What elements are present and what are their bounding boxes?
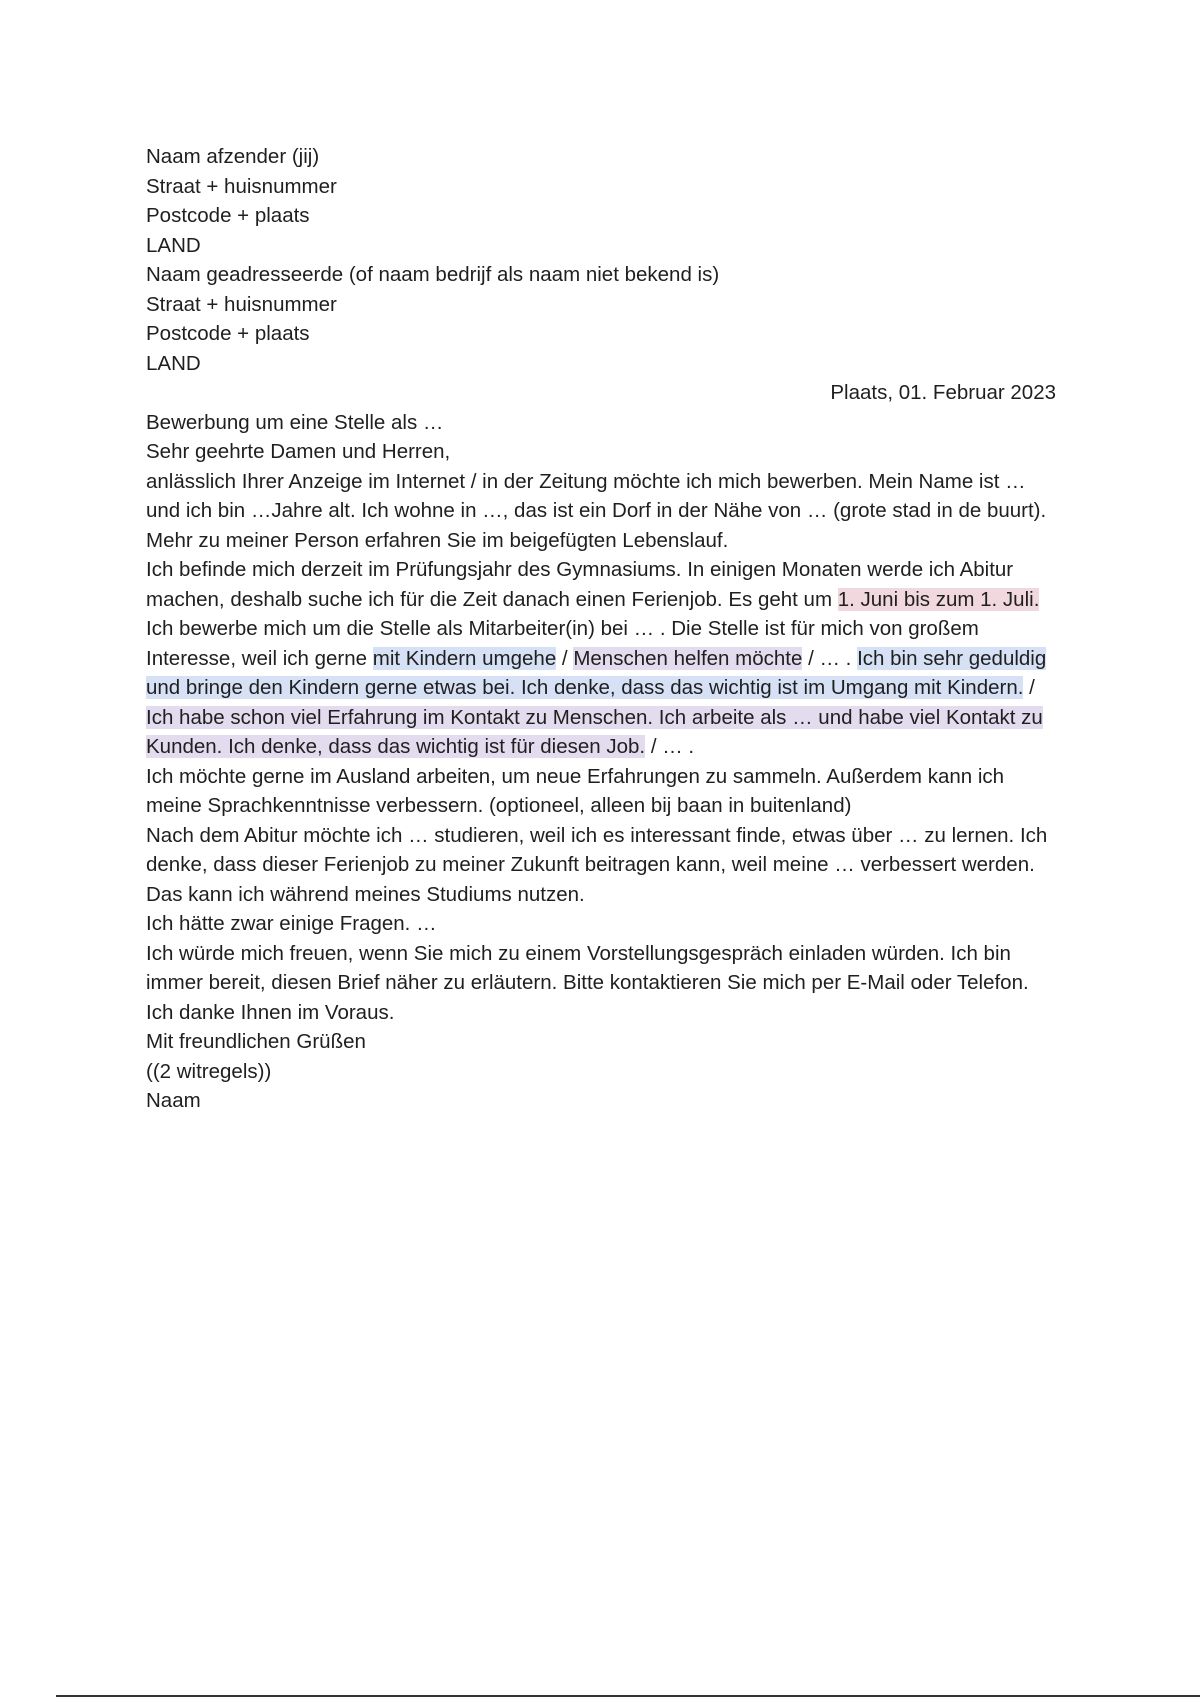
highlight-children: mit Kindern umgehe [372,646,557,670]
paragraph-situation-text: Ich befinde mich derzeit im Prüfungsjahr des Gymnasiums. In einigen Monaten werde ich Abitur machen, deshalb suche ich für die Zeit danach einen Ferienjob. Es geht um [146,558,1014,611]
motivation-text-4: / [1023,676,1035,699]
paragraph-questions: Ich hätte zwar einige Fragen. … [146,912,437,935]
highlight-experience: Ich habe schon viel Erfahrung im Kontakt zu Menschen. Ich arbeite als … und habe viel Kontakt zu Kunden. Ich denke, dass das wichtig ist für diesen Job. [146,705,1043,758]
sender-country: LAND [146,233,201,257]
letter-date: Plaats, 01. Februar 2023 [830,381,1056,404]
recipient-postcode: Postcode + plaats [146,322,310,345]
paragraph-thanks: Ich danke Ihnen im Voraus. [146,1000,395,1024]
motivation-text-2: / [556,646,574,670]
recipient-name: Naam geadresseerde (of naam bedrijf als naam niet bekend is) [146,263,720,286]
paragraph-motivation [146,614,1056,762]
sender-street: Straat + huisnummer [146,174,337,198]
paragraph-future: Nach dem Abitur möchte ich … studieren, weil ich es interessant finde, etwas über … zu lernen. Ich denke, dass dieser Ferienjob zu meiner Zukunft beitragen kann, weil meine … verbessert werden. Das kann ich während meines Studiums nutzen. [146,823,1048,906]
signature-note: ((2 witregels)) [146,1059,272,1083]
highlight-patience: Ich bin sehr geduldig und bringe den Kindern gerne etwas bei. Ich denke, dass das wichtig ist im Umgang mit Kindern. [146,646,1047,699]
paragraph-interview: Ich würde mich freuen, wenn Sie mich zu einem Vorstellungsgespräch einladen würden. Ich bin immer bereit, diesen Brief näher zu erläutern. Bitte kontaktieren Sie mich per E-Mail oder Telefon. [146,941,1029,994]
paragraph-abroad: Ich möchte gerne im Ausland arbeiten, um neue Erfahrungen zu sammeln. Außerdem kann ich meine Sprachkenntnisse verbessern. (optioneel, alleen bij baan in buitenland) [146,764,1005,817]
sender-name: Naam afzender (jij) [146,145,320,168]
sender-address [146,142,1056,260]
highlight-help-people: Menschen helfen möchte [573,646,803,670]
letter-page [146,142,1056,1116]
paragraph-introduction: anlässlich Ihrer Anzeige im Internet / in der Zeitung möchte ich mich bewerben. Mein Name ist … und ich bin …Jahre alt. Ich wohne in …, das ist ein Dorf in der Nähe von … (grote stad in de buurt). Mehr zu meiner Person erfahren Sie im beigefügten Lebenslauf. [146,469,1047,552]
paragraph-situation [146,555,1056,614]
closing: Mit freundlichen Grüßen [146,1030,366,1053]
signature-block [146,1057,1056,1116]
sender-postcode: Postcode + plaats [146,204,310,227]
signature-name: Naam [146,1089,201,1112]
motivation-text-3: / … . [802,646,858,670]
page-bottom-divider [56,1695,1200,1697]
recipient-address [146,260,1056,378]
highlight-period: 1. Juni bis zum 1. Juli. [837,587,1040,611]
recipient-street: Straat + huisnummer [146,292,337,316]
recipient-country: LAND [146,351,201,375]
letter-subject: Bewerbung um eine Stelle als … [146,410,444,434]
motivation-text-1: Ich bewerbe mich um die Stelle als Mitarbeiter(in) bei … . Die Stelle ist für mich von großem Interesse, weil ich gerne [146,617,979,670]
salutation: Sehr geehrte Damen und Herren, [146,440,451,463]
motivation-text-5: / … . [645,735,695,758]
